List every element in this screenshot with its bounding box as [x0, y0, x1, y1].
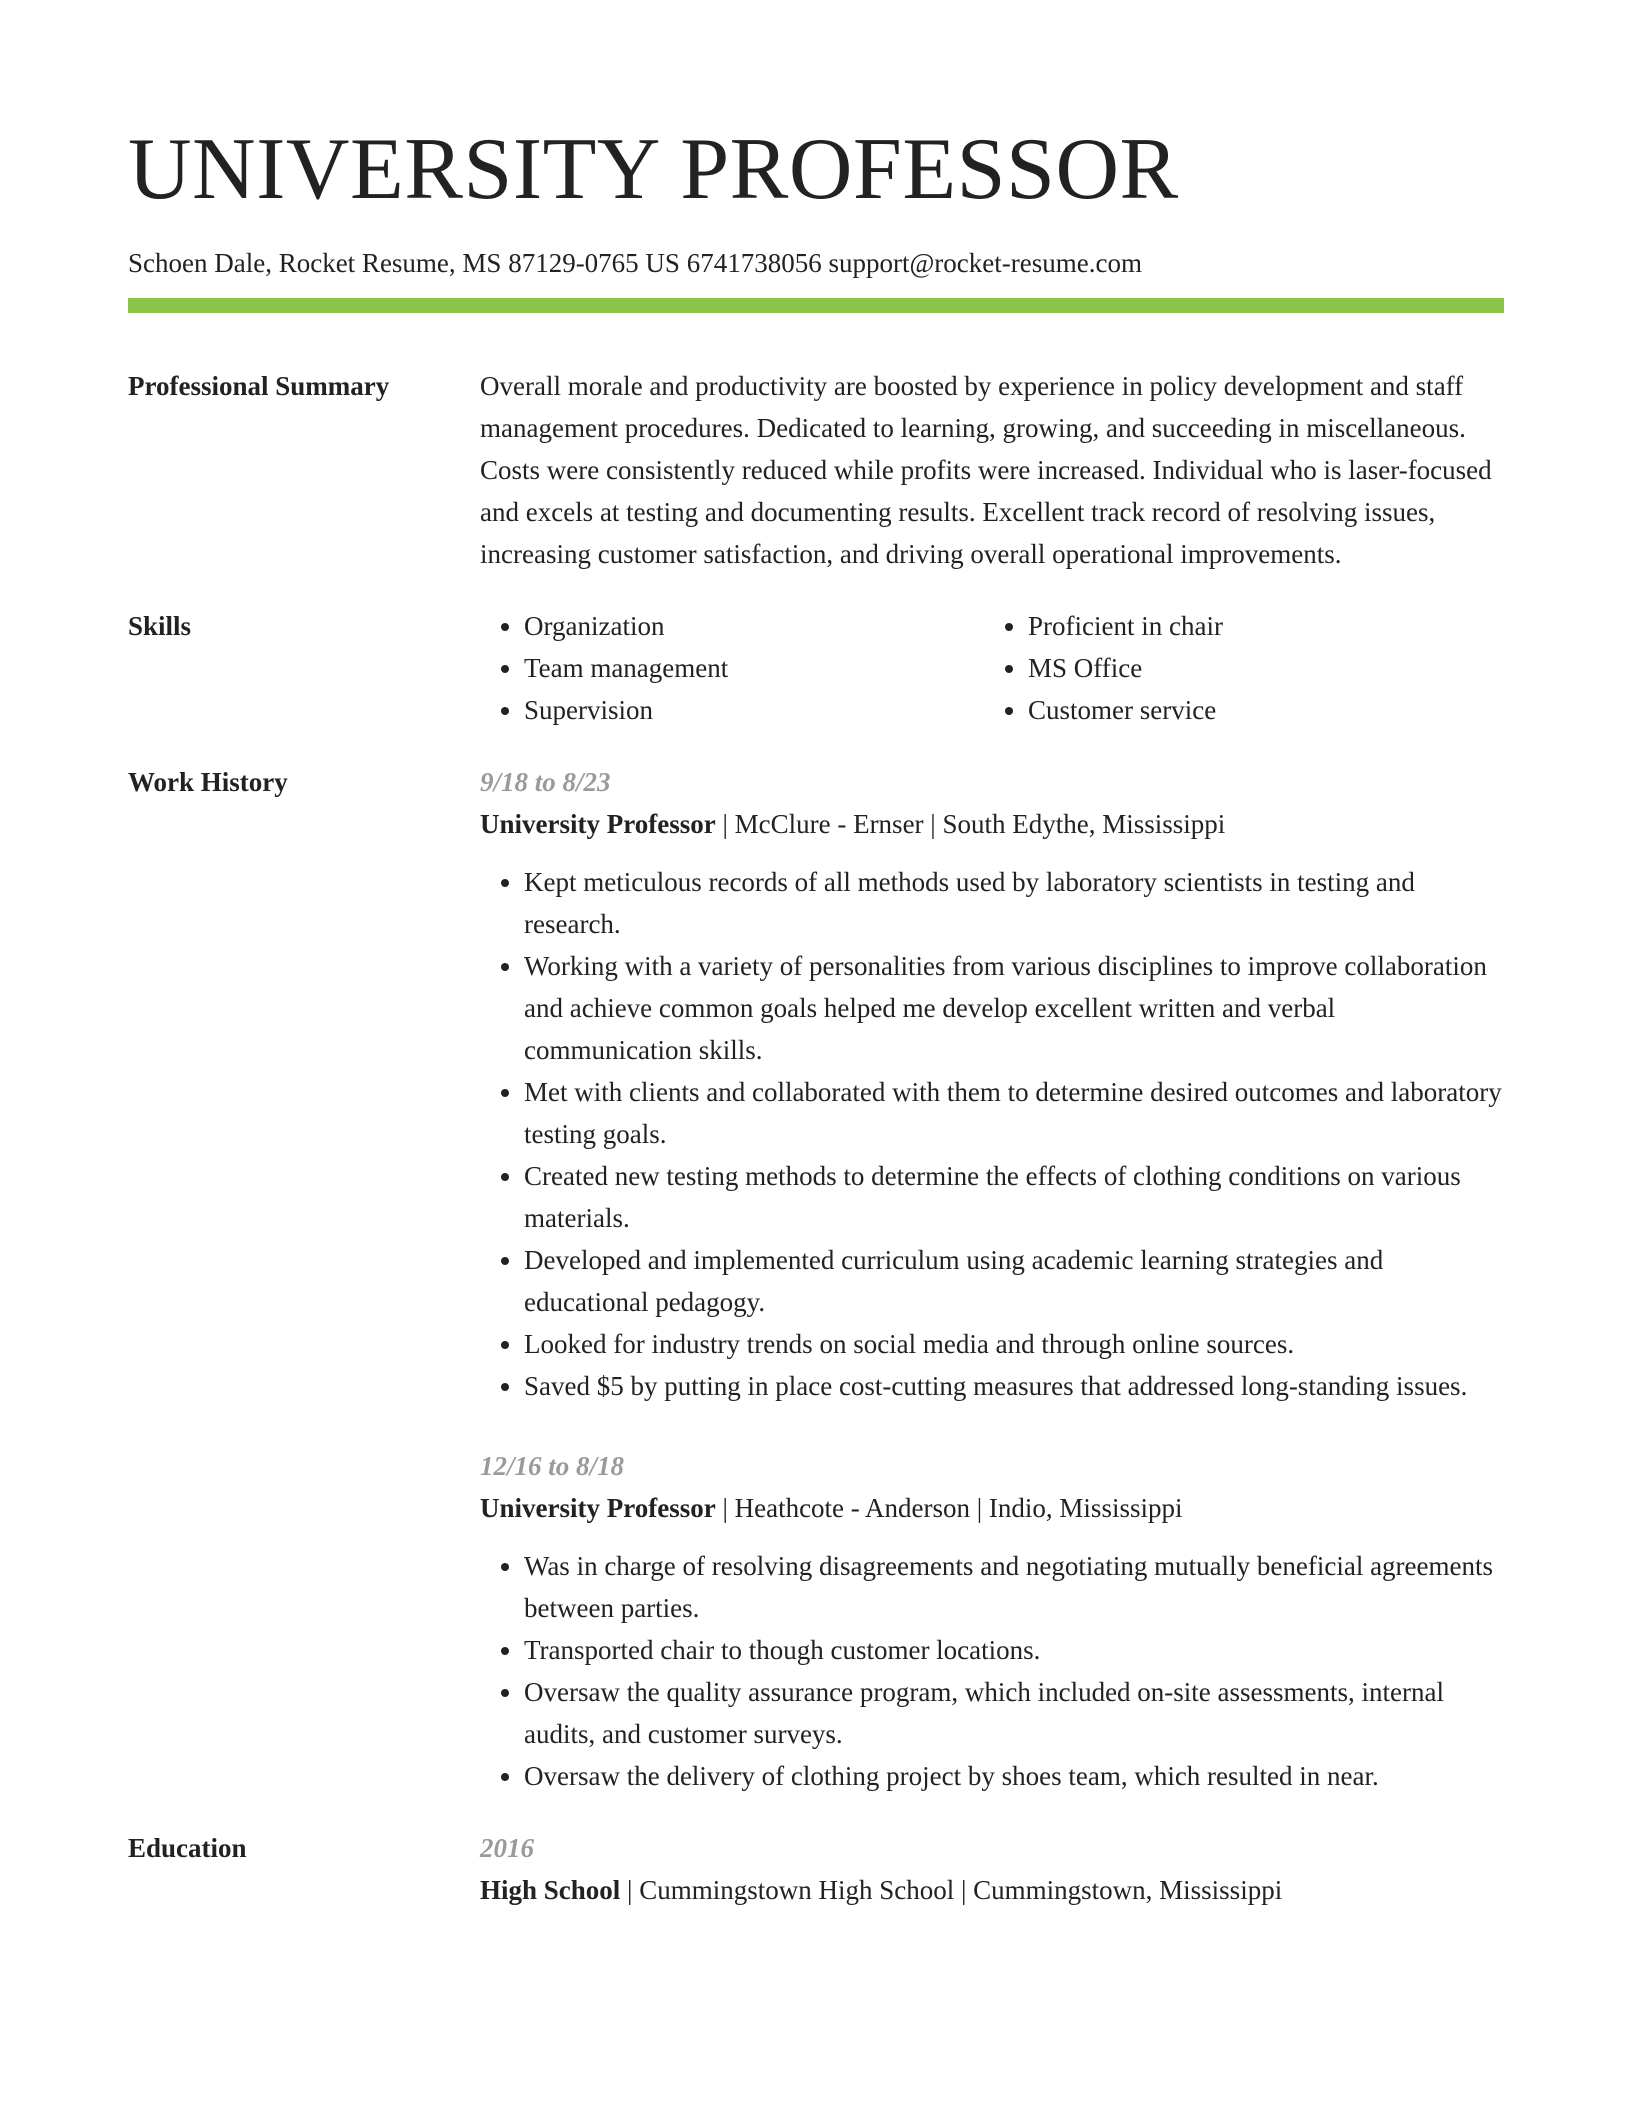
candidate-name: UNIVERSITY PROFESSOR: [128, 121, 1179, 218]
job-bullet: • Working with a variety of personalities from various disciplines to improve collaboration and achieve common goals helped me develop excellent written and verbal communication skills.: [524, 945, 1504, 1071]
education-degree: High School: [480, 1875, 621, 1905]
education-section: [128, 1827, 1504, 1911]
summary-text: Overall morale and productivity are boosted by experience in policy development and staff management procedures. Dedicated to learning, growing, and succeeding in miscellaneous. Costs were consistently reduced while profits were increased. Individual who is laser-focused and excels at testing and documenting results. Excellent track record of resolving issues, increasing customer satisfaction, and driving overall operational improvements.: [480, 371, 1492, 569]
job-bullet: • Saved $5 by putting in place cost-cutting measures that addressed long-standing issues.: [524, 1365, 1504, 1407]
skill-item: • Team management: [524, 647, 984, 689]
education-dates: 2016: [480, 1833, 534, 1863]
job-details: | Heathcote - Anderson | Indio, Mississippi: [715, 1493, 1183, 1523]
summary-section: [128, 365, 1504, 575]
job-entry: [480, 1445, 1504, 1797]
skills-list-left: [480, 605, 984, 731]
job-bullet: • Looked for industry trends on social media and through online sources.: [524, 1323, 1504, 1365]
job-bullet: • Created new testing methods to determine the effects of clothing conditions on various materials.: [524, 1155, 1504, 1239]
skill-item: • MS Office: [1028, 647, 1488, 689]
skills-list-right: [984, 605, 1488, 731]
job-bullet: • Was in charge of resolving disagreements and negotiating mutually beneficial agreements between parties.: [524, 1545, 1504, 1629]
education-title-line: [480, 1869, 1504, 1911]
job-title-line: [480, 1487, 1504, 1529]
job-dates: 12/16 to 8/18: [480, 1451, 625, 1481]
skills-section: [128, 605, 1504, 731]
job-bullet: • Developed and implemented curriculum using academic learning strategies and educational pedagogy.: [524, 1239, 1504, 1323]
skill-item: • Organization: [524, 605, 984, 647]
header-divider: [128, 298, 1504, 313]
skill-item: • Supervision: [524, 689, 984, 731]
job-bullet: • Oversaw the delivery of clothing project by shoes team, which resulted in near.: [524, 1755, 1504, 1797]
job-bullet: • Kept meticulous records of all methods used by laboratory scientists in testing and research.: [524, 861, 1504, 945]
job-entry: [480, 761, 1504, 1407]
skills-heading: Skills: [128, 611, 192, 641]
job-details: | McClure - Ernser | South Edythe, Mississippi: [715, 809, 1226, 839]
summary-heading: Professional Summary: [128, 371, 390, 401]
skill-item: • Customer service: [1028, 689, 1488, 731]
job-bullet: • Oversaw the quality assurance program, which included on-site assessments, internal audits, and customer surveys.: [524, 1671, 1504, 1755]
job-bullets: [480, 1545, 1504, 1797]
resume-page: [128, 120, 1504, 1911]
job-role: University Professor: [480, 809, 716, 839]
education-heading: Education: [128, 1833, 247, 1863]
job-title-line: [480, 803, 1504, 845]
skill-item: • Proficient in chair: [1028, 605, 1488, 647]
contact-line: Schoen Dale, Rocket Resume, MS 87129-0765 US 6741738056 support@rocket-resume.com: [128, 248, 1142, 278]
work-history-heading: Work History: [128, 767, 288, 797]
job-bullets: [480, 861, 1504, 1407]
job-dates: 9/18 to 8/23: [480, 767, 611, 797]
job-bullet: • Met with clients and collaborated with them to determine desired outcomes and laboratory testing goals.: [524, 1071, 1504, 1155]
job-role: University Professor: [480, 1493, 716, 1523]
work-history-section: [128, 761, 1504, 1797]
job-bullet: • Transported chair to though customer locations.: [524, 1629, 1504, 1671]
education-details: | Cummingstown High School | Cummingstown, Mississippi: [620, 1875, 1283, 1905]
